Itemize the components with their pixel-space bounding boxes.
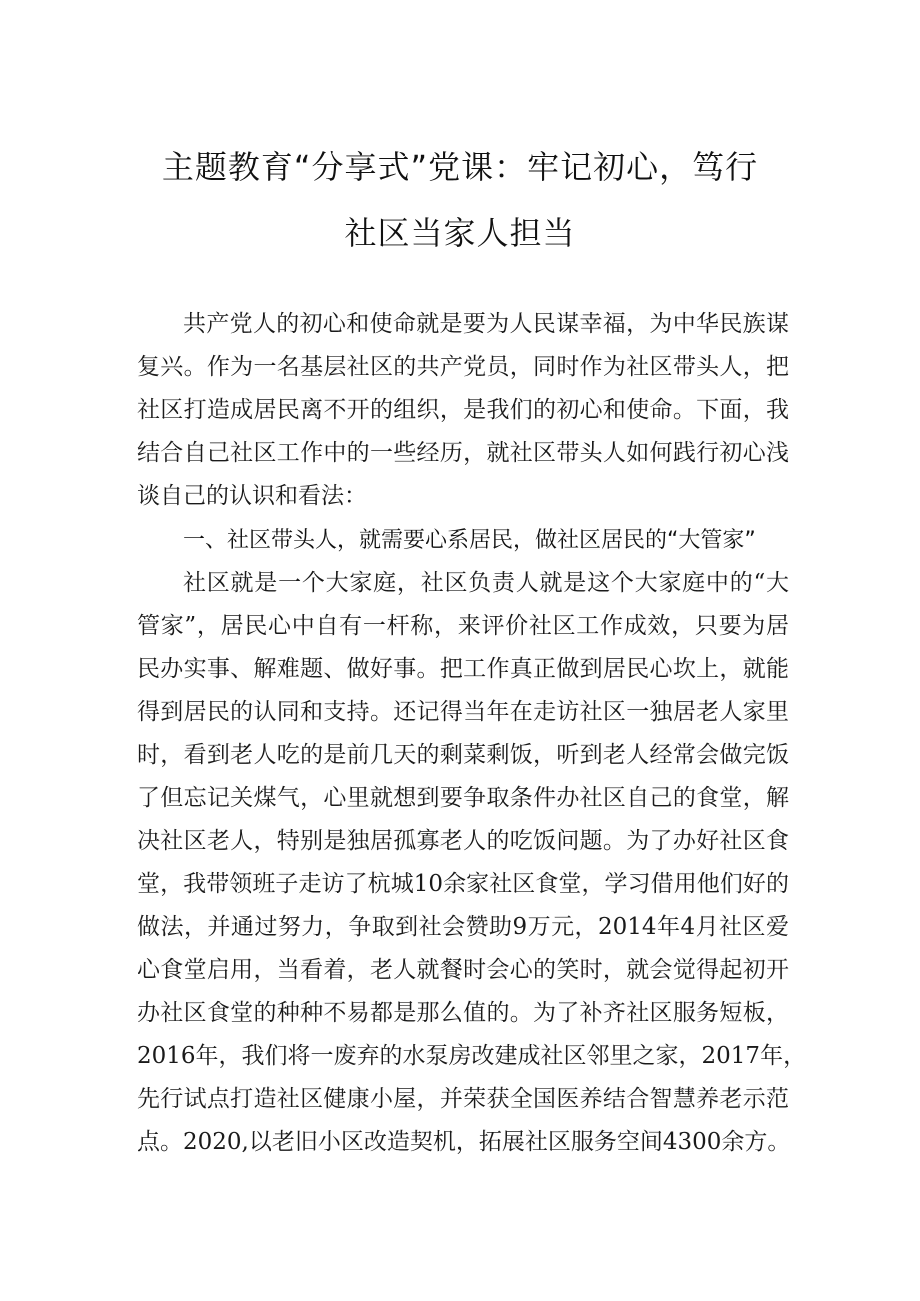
section-paragraph-line: 得到居民的认同和支持。还记得当年在走访社区一独居老人家里 xyxy=(137,699,789,725)
document-title-line-1: 主题教育“分享式”党课：牢记初心，笃行 xyxy=(161,148,759,186)
intro-paragraph-line: 共产党人的初心和使命就是要为人民谋幸福，为中华民族谋 xyxy=(183,311,789,337)
section-paragraph-line: 时，看到老人吃的是前几天的剩菜剩饭，听到老人经常会做完饭 xyxy=(137,742,789,768)
section-paragraph-line: 2016年，我们将一废弃的水泵房改建成社区邻里之家，2017年， xyxy=(137,1043,807,1069)
intro-paragraph-line: 谈自己的认识和看法： xyxy=(137,483,367,509)
section-paragraph-line: 社区就是一个大家庭，社区负责人就是这个大家庭中的“大 xyxy=(183,570,789,596)
intro-paragraph-line: 社区打造成居民离不开的组织，是我们的初心和使命。下面，我 xyxy=(137,397,789,423)
section-paragraph-line: 心食堂启用，当看着，老人就餐时会心的笑时，就会觉得起初开 xyxy=(137,957,789,983)
section-paragraph-line: 决社区老人，特别是独居孤寡老人的吃饭问题。为了办好社区食 xyxy=(137,828,789,854)
intro-paragraph-line: 复兴。作为一名基层社区的共产党员，同时作为社区带头人，把 xyxy=(137,354,789,380)
section-paragraph-line: 堂，我带领班子走访了杭城10余家社区食堂，学习借用他们好的 xyxy=(137,871,789,897)
section-heading: 一、社区带头人，就需要心系居民，做社区居民的“大管家” xyxy=(183,528,756,553)
intro-paragraph-line: 结合自己社区工作中的一些经历，就社区带头人如何践行初心浅 xyxy=(137,440,789,466)
section-paragraph-line: 民办实事、解难题、做好事。把工作真正做到居民心坎上，就能 xyxy=(137,656,789,682)
section-paragraph-line: 管家”，居民心中自有一杆称，来评价社区工作成效，只要为居 xyxy=(137,613,789,639)
section-paragraph-line: 先行试点打造社区健康小屋，并荣获全国医养结合智慧养老示范 xyxy=(137,1086,789,1112)
section-paragraph-line: 了但忘记关煤气，心里就想到要争取条件办社区自己的食堂，解 xyxy=(137,785,789,811)
document-title-line-2: 社区当家人担当 xyxy=(344,214,576,252)
section-paragraph-line: 办社区食堂的种种不易都是那么值的。为了补齐社区服务短板， xyxy=(137,1000,789,1026)
section-paragraph-line: 点。2020,以老旧小区改造契机，拓展社区服务空间4300余方。 xyxy=(137,1129,791,1155)
section-paragraph-line: 做法，并通过努力，争取到社会赞助9万元，2014年4月社区爱 xyxy=(137,914,789,940)
